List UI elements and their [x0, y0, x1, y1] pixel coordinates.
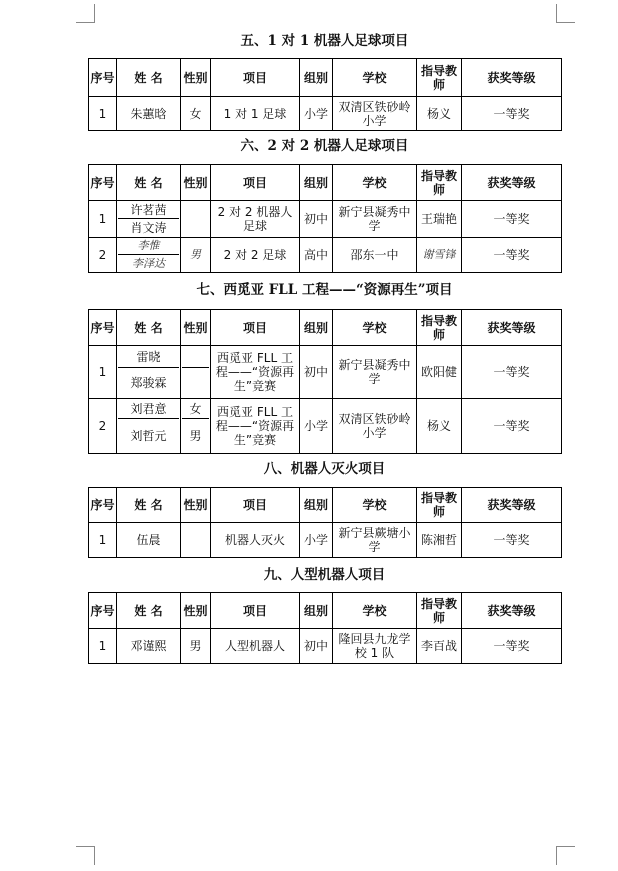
- cell-seq: 2: [89, 399, 117, 454]
- header-teacher: 指导教师: [417, 59, 462, 97]
- header-name: 姓 名: [117, 488, 181, 523]
- table-section-9: [88, 592, 562, 664]
- crop-mark-bottom-left: [76, 846, 95, 865]
- cell-teacher: 王瑞艳: [417, 201, 462, 238]
- table-header-row: [89, 165, 562, 201]
- header-group: 组别: [300, 59, 333, 97]
- cell-names: [117, 238, 181, 273]
- crop-mark-bottom-right: [556, 846, 575, 865]
- cell-genders: [181, 346, 211, 399]
- header-seq: 序号: [89, 593, 117, 629]
- cell-name-2: 刘哲元: [130, 429, 167, 443]
- table-row: [89, 201, 562, 238]
- cell-name: 伍晨: [117, 523, 181, 558]
- cell-project: 1 对 1 足球: [211, 97, 300, 131]
- cell-project: 2 对 2 足球: [211, 238, 300, 273]
- header-name: 姓 名: [117, 593, 181, 629]
- cell-award: 一等奖: [462, 238, 562, 273]
- table-section-6: [88, 164, 562, 273]
- header-teacher: 指导教师: [417, 310, 462, 346]
- cell-award: 一等奖: [462, 97, 562, 131]
- cell-seq: 2: [89, 238, 117, 273]
- table-header-row: [89, 310, 562, 346]
- header-gender: 性别: [181, 488, 211, 523]
- cell-name: 朱蕙晗: [117, 97, 181, 131]
- cell-school: 新宁县凝秀中学: [333, 201, 417, 238]
- cell-teacher: 杨义: [417, 97, 462, 131]
- table-row: [89, 629, 562, 664]
- header-gender: 性别: [181, 165, 211, 201]
- cell-gender: 男: [181, 238, 211, 273]
- cell-gender: [181, 523, 211, 558]
- cell-seq: 1: [89, 201, 117, 238]
- header-name: 姓 名: [117, 310, 181, 346]
- header-teacher: 指导教师: [417, 593, 462, 629]
- cell-school: 邵东一中: [333, 238, 417, 273]
- table-row: [89, 238, 562, 273]
- crop-mark-top-left: [76, 4, 95, 23]
- header-seq: 序号: [89, 165, 117, 201]
- section-title-6: 六、2 对 2 机器人足球项目: [240, 138, 409, 154]
- header-project: 项目: [211, 593, 300, 629]
- cell-group: 高中: [300, 238, 333, 273]
- cell-names: [117, 201, 181, 238]
- cell-group: 小学: [300, 399, 333, 454]
- section-title-7: 七、西觅亚 FLL 工程——“资源再生”项目: [196, 282, 453, 298]
- header-award: 获奖等级: [462, 488, 562, 523]
- header-seq: 序号: [89, 310, 117, 346]
- header-school: 学校: [333, 593, 417, 629]
- header-teacher: 指导教师: [417, 165, 462, 201]
- header-award: 获奖等级: [462, 165, 562, 201]
- cell-names: [117, 346, 181, 399]
- table-row: [89, 523, 562, 558]
- header-school: 学校: [333, 488, 417, 523]
- header-gender: 性别: [181, 59, 211, 97]
- cell-award: 一等奖: [462, 399, 562, 454]
- cell-name-2: 李泽达: [132, 256, 165, 270]
- cell-name-2: 肖文涛: [130, 221, 167, 235]
- table-row: [89, 346, 562, 399]
- cell-gender-1: 女: [182, 399, 209, 419]
- cell-name: 邓谨熙: [117, 629, 181, 664]
- header-gender: 性别: [181, 593, 211, 629]
- cell-names: [117, 399, 181, 454]
- header-group: 组别: [300, 165, 333, 201]
- cell-group: 初中: [300, 201, 333, 238]
- cell-name-2: 郑骏霖: [130, 376, 167, 390]
- section-title-9: 九、人型机器人项目: [263, 567, 386, 583]
- cell-school: 新宁县凝秀中学: [333, 346, 417, 399]
- header-seq: 序号: [89, 488, 117, 523]
- cell-teacher: 陈湘哲: [417, 523, 462, 558]
- cell-project: 2 对 2 机器人足球: [211, 201, 300, 238]
- cell-teacher: 杨义: [417, 399, 462, 454]
- header-group: 组别: [300, 488, 333, 523]
- header-group: 组别: [300, 593, 333, 629]
- header-project: 项目: [211, 59, 300, 97]
- table-section-7: [88, 309, 562, 454]
- header-gender: 性别: [181, 310, 211, 346]
- header-project: 项目: [211, 310, 300, 346]
- table-row: [89, 399, 562, 454]
- cell-genders: [181, 399, 211, 454]
- header-teacher: 指导教师: [417, 488, 462, 523]
- cell-teacher: 谢雪锋: [417, 238, 462, 273]
- table-section-5: [88, 58, 562, 131]
- header-name: 姓 名: [117, 165, 181, 201]
- cell-gender-1: [182, 346, 209, 368]
- cell-teacher: 欧阳健: [417, 346, 462, 399]
- header-seq: 序号: [89, 59, 117, 97]
- cell-seq: 1: [89, 629, 117, 664]
- cell-project: 机器人灭火: [211, 523, 300, 558]
- cell-gender-2: [182, 368, 209, 398]
- header-project: 项目: [211, 165, 300, 201]
- header-school: 学校: [333, 165, 417, 201]
- cell-seq: 1: [89, 97, 117, 131]
- header-award: 获奖等级: [462, 59, 562, 97]
- cell-teacher: 李百战: [417, 629, 462, 664]
- cell-award: 一等奖: [462, 523, 562, 558]
- cell-seq: 1: [89, 346, 117, 399]
- cell-group: 小学: [300, 97, 333, 131]
- cell-project: 西觅亚 FLL 工程——“资源再生”竞赛: [211, 399, 300, 454]
- header-school: 学校: [333, 59, 417, 97]
- header-group: 组别: [300, 310, 333, 346]
- cell-name-1: 许茗茜: [118, 201, 179, 219]
- header-award: 获奖等级: [462, 310, 562, 346]
- cell-name-1: 李惟: [118, 238, 179, 255]
- cell-award: 一等奖: [462, 629, 562, 664]
- cell-group: 小学: [300, 523, 333, 558]
- cell-school: 隆回县九龙学校 1 队: [333, 629, 417, 664]
- cell-gender: 女: [181, 97, 211, 131]
- cell-school: 新宁县蕨塘小学: [333, 523, 417, 558]
- table-header-row: [89, 488, 562, 523]
- cell-school: 双清区铁砂岭小学: [333, 97, 417, 131]
- section-title-8: 八、机器人灭火项目: [263, 461, 386, 477]
- cell-name-1: 雷晓: [118, 346, 179, 368]
- cell-group: 初中: [300, 346, 333, 399]
- section-title-5: 五、1 对 1 机器人足球项目: [240, 33, 409, 49]
- cell-award: 一等奖: [462, 201, 562, 238]
- cell-gender-2: 男: [189, 429, 202, 443]
- cell-gender: 男: [181, 629, 211, 664]
- cell-group: 初中: [300, 629, 333, 664]
- table-header-row: [89, 59, 562, 97]
- header-name: 姓 名: [117, 59, 181, 97]
- crop-mark-top-right: [556, 4, 575, 23]
- cell-project: 人型机器人: [211, 629, 300, 664]
- table-row: [89, 97, 562, 131]
- header-project: 项目: [211, 488, 300, 523]
- cell-award: 一等奖: [462, 346, 562, 399]
- header-award: 获奖等级: [462, 593, 562, 629]
- table-section-8: [88, 487, 562, 558]
- cell-school: 双清区铁砂岭小学: [333, 399, 417, 454]
- cell-project: 西觅亚 FLL 工程——“资源再生”竞赛: [211, 346, 300, 399]
- cell-name-1: 刘君意: [118, 399, 179, 419]
- header-school: 学校: [333, 310, 417, 346]
- cell-gender: [181, 201, 211, 238]
- cell-seq: 1: [89, 523, 117, 558]
- table-header-row: [89, 593, 562, 629]
